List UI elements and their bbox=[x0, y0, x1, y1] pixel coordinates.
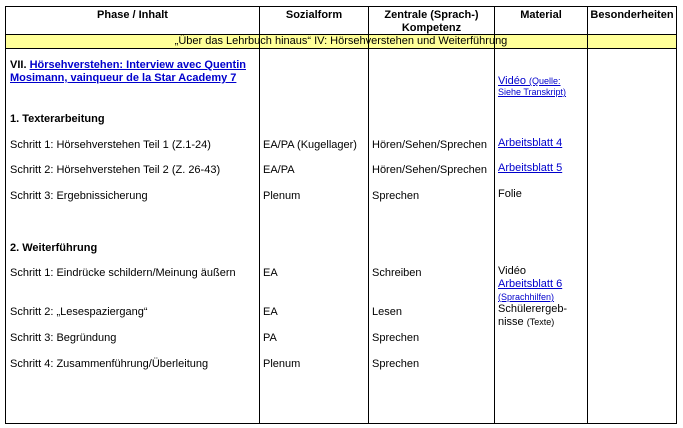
row-divider bbox=[5, 48, 677, 49]
phase-cell: Schritt 1: Hörsehverstehen Teil 1 (Z.1-24) bbox=[10, 139, 211, 151]
arbeitsblatt-6-link[interactable]: Arbeitsblatt 6 bbox=[498, 278, 563, 290]
header-phase: Phase / Inhalt bbox=[97, 9, 168, 21]
heading-texterarbeitung: 1. Texterarbeitung bbox=[10, 113, 105, 125]
phase-cell: Schritt 1: Eindrücke schildern/Meinung äußern bbox=[10, 267, 236, 279]
kompetenz-cell: Schreiben bbox=[372, 267, 422, 279]
header-kompetenz-line1: Zentrale (Sprach-) bbox=[384, 9, 479, 21]
banner-title: „Über das Lehrbuch hinaus“ IV: Hörsehverstehen und Weiterführung bbox=[174, 35, 508, 47]
video-note-line1: (Quelle: bbox=[529, 76, 561, 86]
sozialform-cell: EA bbox=[263, 267, 278, 279]
kompetenz-cell: Sprechen bbox=[372, 358, 420, 370]
phase-cell: Schritt 2: Hörsehverstehen Teil 2 (Z. 26-43) bbox=[10, 164, 221, 176]
section-title-line1 bbox=[10, 59, 246, 72]
schuelerergebnisse-line1: Schülerergeb- bbox=[498, 303, 568, 315]
section-title-link[interactable]: Hörsehverstehen: Interview avec Quentin bbox=[29, 59, 246, 71]
phase-cell: Schritt 3: Ergebnissicherung bbox=[10, 190, 148, 202]
arbeitsblatt-5-link[interactable]: Arbeitsblatt 5 bbox=[498, 162, 563, 174]
sozialform-cell: EA/PA (Kugellager) bbox=[263, 139, 357, 151]
texte-note: (Texte) bbox=[526, 317, 555, 327]
phase-cell: Schritt 3: Begründung bbox=[10, 332, 117, 344]
schuelerergebnisse-line2 bbox=[498, 316, 554, 329]
column-divider bbox=[368, 6, 369, 424]
arbeitsblatt-4-link[interactable]: Arbeitsblatt 4 bbox=[498, 137, 563, 149]
header-material: Material bbox=[520, 9, 562, 21]
sozialform-cell: Plenum bbox=[263, 358, 301, 370]
video-label: Vidéo bbox=[498, 75, 526, 87]
column-divider bbox=[259, 6, 260, 424]
section-prefix: VII. bbox=[10, 59, 30, 71]
heading-weiterfuehrung: 2. Weiterführung bbox=[10, 242, 98, 254]
sozialform-cell: EA/PA bbox=[263, 164, 295, 176]
sprachhilfen-link[interactable]: (Sprachhilfen) bbox=[498, 292, 555, 302]
sozialform-cell: PA bbox=[263, 332, 277, 344]
video-label-2: Vidéo bbox=[498, 265, 526, 277]
kompetenz-cell: Hören/Sehen/Sprechen bbox=[372, 164, 487, 176]
kompetenz-cell: Sprechen bbox=[372, 190, 420, 202]
sozialform-cell: Plenum bbox=[263, 190, 301, 202]
header-besonderheiten: Besonderheiten bbox=[590, 9, 674, 21]
kompetenz-cell: Lesen bbox=[372, 306, 402, 318]
kompetenz-cell: Sprechen bbox=[372, 332, 420, 344]
section-title-line2[interactable]: Mosimann, vainqueur de la Star Academy 7 bbox=[10, 72, 237, 84]
column-divider bbox=[494, 6, 495, 424]
header-kompetenz-line2: Kompetenz bbox=[401, 22, 462, 34]
kompetenz-cell: Hören/Sehen/Sprechen bbox=[372, 139, 487, 151]
video-note-line2[interactable]: Siehe Transkript) bbox=[498, 87, 567, 97]
column-divider bbox=[587, 6, 588, 424]
header-sozialform: Sozialform bbox=[285, 9, 343, 21]
schuelerergebnisse-word: nisse bbox=[498, 316, 524, 328]
phase-cell: Schritt 4: Zusammenführung/Überleitung bbox=[10, 358, 209, 370]
material-cell: Folie bbox=[498, 188, 522, 200]
phase-cell: Schritt 2: „Lesespaziergang“ bbox=[10, 306, 148, 318]
sozialform-cell: EA bbox=[263, 306, 278, 318]
